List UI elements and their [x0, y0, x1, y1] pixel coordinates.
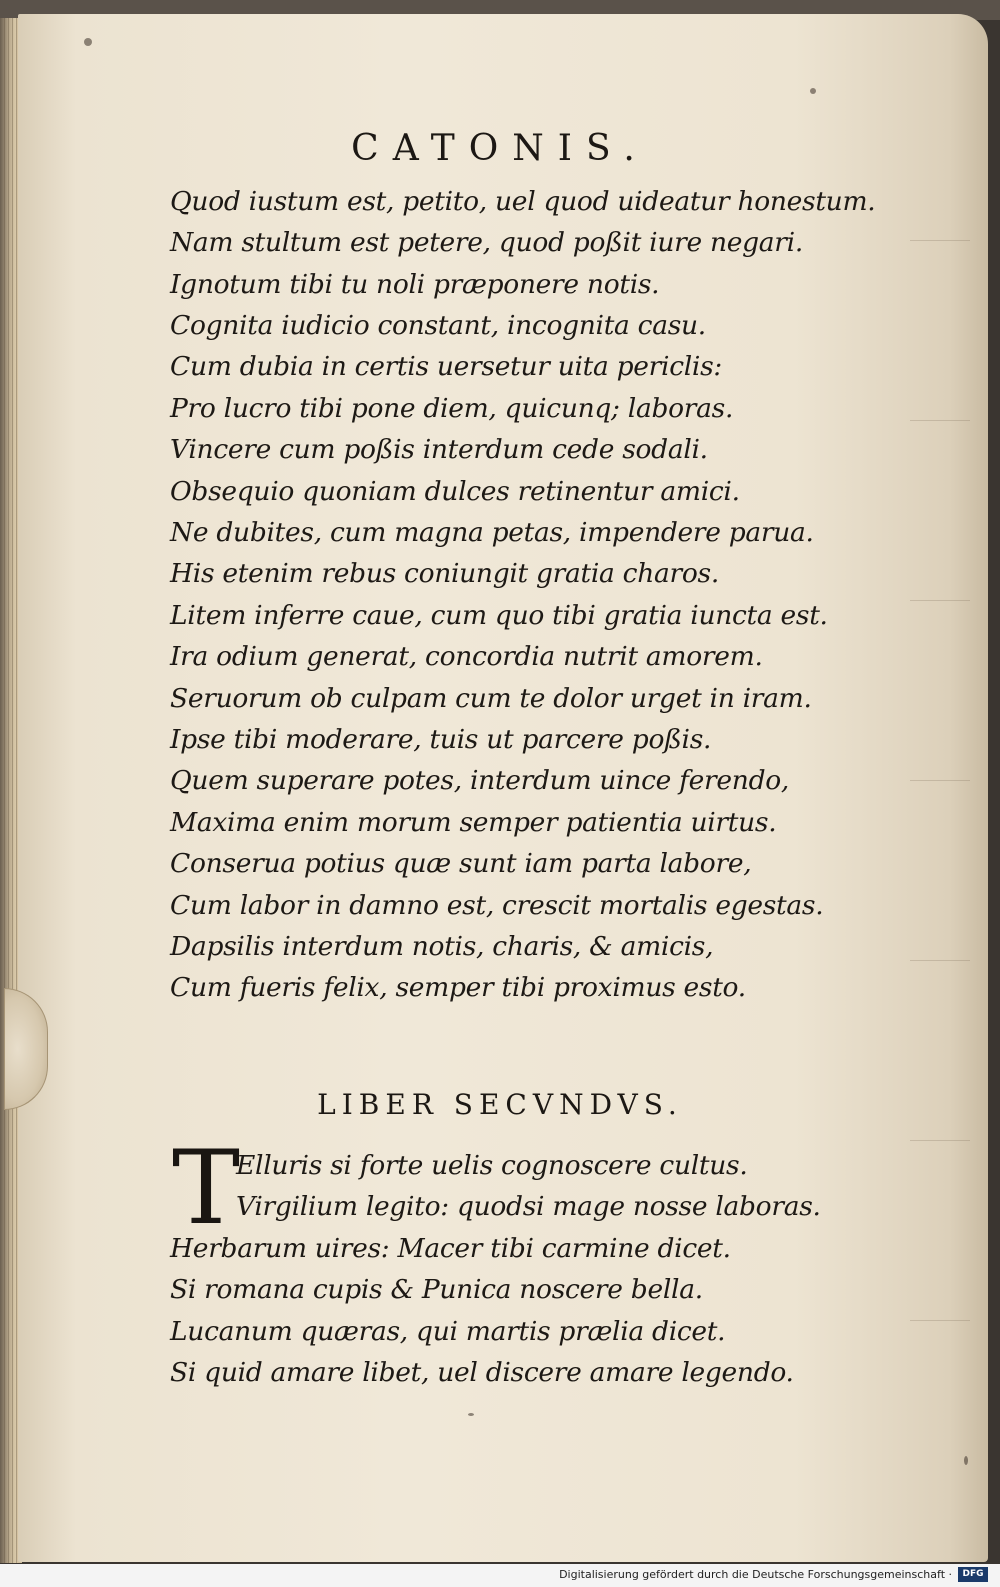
- verse-line: Cum fueris felix, semper tibi proximus esto.: [170, 972, 746, 1003]
- verse-line: Quem superare potes, interdum uince ferendo,: [170, 765, 790, 796]
- verse-line: Vincere cum poßis interdum cede sodali.: [170, 434, 708, 465]
- bleed-through-line: [910, 240, 970, 241]
- bleed-through-line: [910, 960, 970, 961]
- verse-line: Obsequio quoniam dulces retinentur amici.: [170, 476, 740, 507]
- drop-cap: T: [172, 1129, 241, 1248]
- bleed-through-line: [910, 420, 970, 421]
- verse-line: Dapsilis interdum notis, charis, & amicis,: [170, 931, 714, 962]
- verse-line: Pro lucro tibi pone diem, quicunq; laboras.: [170, 393, 734, 424]
- bleed-through-line: [910, 600, 970, 601]
- verse-line: Nam stultum est petere, quod poßit iure negari.: [170, 227, 803, 258]
- verse-line: Lucanum quæras, qui martis prælia dicet.: [170, 1316, 726, 1347]
- ink-spot: [84, 38, 92, 46]
- ink-spot: [810, 88, 816, 94]
- section-title: LIBER SECVNDVS.: [317, 1088, 683, 1121]
- verse-line: Ira odium generat, concordia nutrit amorem.: [170, 641, 763, 672]
- verse-line: Si romana cupis & Punica noscere bella.: [170, 1274, 703, 1305]
- ink-spot: [964, 1456, 968, 1465]
- verse-line: Cum labor in damno est, crescit mortalis egestas.: [170, 890, 824, 921]
- verse-line: His etenim rebus coniungit gratia charos.: [170, 558, 719, 589]
- verse-line: Ipse tibi moderare, tuis ut parcere poßis.: [170, 724, 712, 755]
- funding-credit: Digitalisierung gefördert durch die Deutsche Forschungsgemeinschaft ·: [559, 1568, 952, 1581]
- bleed-through-line: [910, 780, 970, 781]
- verse-line: Cum dubia in certis uersetur uita periclis:: [170, 351, 723, 382]
- verse-line: Si quid amare libet, uel discere amare legendo.: [170, 1357, 794, 1388]
- bleed-through-line: [910, 1140, 970, 1141]
- verse-line: Maxima enim morum semper patientia uirtus.: [170, 807, 777, 838]
- verse-line: Quod iustum est, petito, uel quod uideatur honestum.: [170, 186, 876, 217]
- bleed-through-line: [910, 1320, 970, 1321]
- verse-line: Herbarum uires: Macer tibi carmine dicet.: [170, 1233, 731, 1264]
- verse-line: Ignotum tibi tu noli præponere notis.: [170, 269, 660, 300]
- running-header: CATONIS.: [351, 128, 649, 169]
- verse-line-indented: Virgilium legito: quodsi mage nosse laboras.: [236, 1191, 821, 1222]
- dfg-logo-icon: DFG: [958, 1567, 988, 1582]
- verse-line: Cognita iudicio constant, incognita casu.: [170, 310, 706, 341]
- verse-line: Seruorum ob culpam cum te dolor urget in iram.: [170, 683, 812, 714]
- verse-line: Conserua potius quæ sunt iam parta labore,: [170, 848, 752, 879]
- verse-line: Ne dubites, cum magna petas, impendere parua.: [170, 517, 814, 548]
- verse-line: Litem inferre caue, cum quo tibi gratia iuncta est.: [170, 600, 828, 631]
- ink-spot: [468, 1413, 474, 1416]
- verse-line-indented: Elluris si forte uelis cognoscere cultus.: [236, 1150, 748, 1181]
